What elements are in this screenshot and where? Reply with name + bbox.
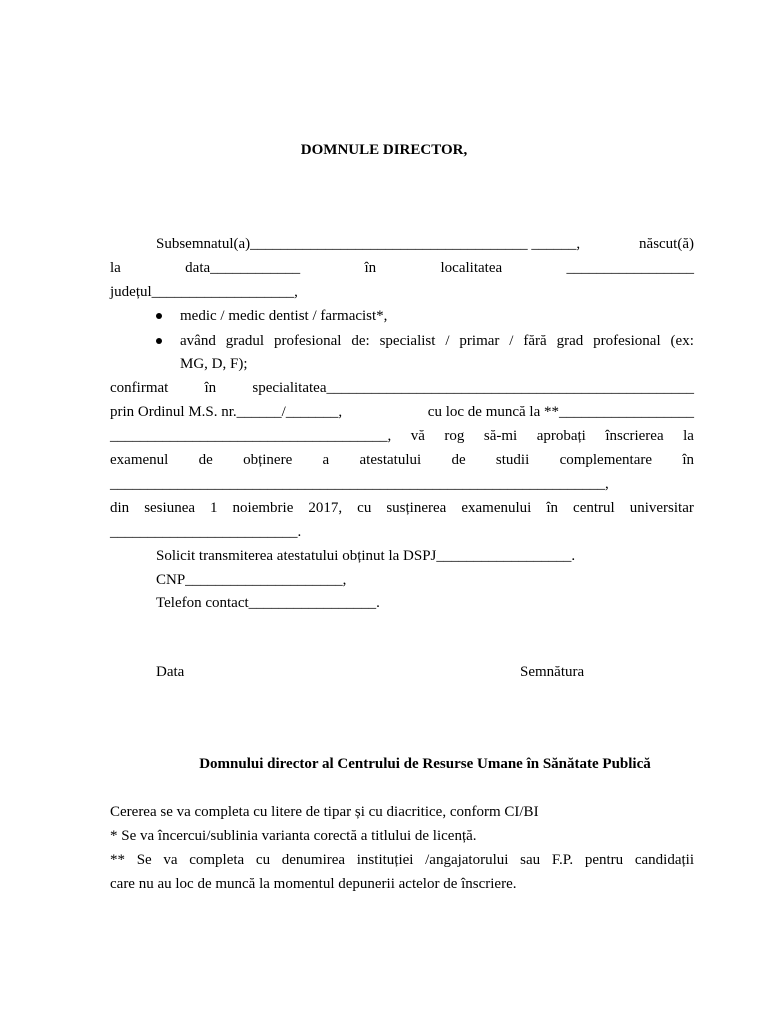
text-word: _________________ [566, 260, 694, 276]
text-word: /angajatorului [425, 852, 509, 868]
text-word: rog [444, 428, 465, 444]
form-line-transmit: Solicit transmiterea atestatului obținut la DSPJ__________________. [156, 548, 576, 564]
form-line-order [110, 402, 694, 422]
form-line-cnp: CNP_____________________, [156, 572, 347, 588]
text-word: pentru [584, 852, 624, 868]
text-word: de [451, 452, 466, 468]
form-line-request [110, 426, 694, 446]
text-word: ** [110, 852, 125, 868]
text-word: instituției [356, 852, 414, 868]
note-2: * Se va încercui/sublinia varianta corectă a titlului de licență. [110, 828, 477, 844]
text-word: localitatea [440, 260, 503, 276]
text-word: confirmat [110, 380, 169, 396]
text-word: profesional [273, 333, 342, 349]
bullet-icon [156, 313, 162, 319]
form-line-phone: Telefon contact_________________. [156, 595, 380, 611]
text-word: centrul [573, 500, 615, 516]
text-word: denumirea [281, 852, 346, 868]
text-word: de [198, 452, 213, 468]
text-word: aprobați [536, 428, 586, 444]
text-word: (ex: [670, 333, 694, 349]
form-line-center: _________________________. [110, 524, 302, 540]
text-word: în [682, 452, 694, 468]
form-line-grade-cont: MG, D, F); [180, 356, 248, 372]
text-word: născut(ă) [639, 236, 694, 252]
text-word: din [110, 500, 130, 516]
form-line-specialty [110, 378, 694, 398]
text-word: cu [255, 852, 271, 868]
form-line-grade [180, 331, 694, 351]
text-word: va [163, 852, 178, 868]
text-word: completa [189, 852, 245, 868]
text-word: candidații [634, 852, 694, 868]
text-word: _____________________________________, [110, 428, 392, 444]
text-word: în [204, 380, 217, 396]
signature-label: Semnătura [520, 664, 585, 680]
text-word: vă [410, 428, 425, 444]
text-word: înscrierea [605, 428, 664, 444]
text-word: / [445, 333, 450, 349]
text-word: 2017, [308, 500, 343, 516]
text-word: la [110, 260, 121, 276]
text-word: specialitatea_________________________________________________ [252, 380, 694, 396]
text-word: studii [495, 452, 530, 468]
text-word: în [364, 260, 377, 276]
text-word: la [683, 428, 694, 444]
text-word: primar [459, 333, 500, 349]
text-word: fără [523, 333, 547, 349]
text-word: specialist [379, 333, 436, 349]
text-word: examenul [110, 452, 169, 468]
text-word: de: [351, 333, 370, 349]
recipient-heading: Domnului director al Centrului de Resurse Umane în Sănătate Publică [199, 756, 651, 772]
form-line-county: județul___________________, [110, 284, 298, 300]
note-3-cont: care nu au loc de muncă la momentul depunerii actelor de înscriere. [110, 876, 517, 892]
form-line-exam [110, 450, 694, 470]
text-word: a [322, 452, 330, 468]
form-line-session [110, 498, 694, 518]
text-word: să-mi [483, 428, 518, 444]
bullet-icon [156, 338, 162, 344]
form-line-birth [110, 258, 694, 278]
text-word: Se [136, 852, 152, 868]
text-word: având [180, 333, 216, 349]
page-title: DOMNULE DIRECTOR, [300, 142, 468, 158]
text-word: grad [556, 333, 584, 349]
text-word: prin Ordinul M.S. nr.______/_______, [110, 404, 343, 420]
text-word: Subsemnatul(a)_____________________________________ ______, [156, 236, 581, 252]
text-word: obținere [243, 452, 293, 468]
note-3 [110, 850, 694, 870]
date-label: Data [156, 664, 185, 680]
text-word: atestatului [359, 452, 422, 468]
text-word: noiembrie [232, 500, 294, 516]
text-word: 1 [210, 500, 218, 516]
text-word: profesional [593, 333, 661, 349]
text-word: complementare [559, 452, 653, 468]
text-word: cu [357, 500, 372, 516]
form-line-profession: medic / medic dentist / farmacist*, [180, 308, 388, 324]
text-word: / [509, 333, 514, 349]
text-word: universitar [629, 500, 694, 516]
text-word: sau [520, 852, 541, 868]
text-word: F.P. [551, 852, 574, 868]
text-word: examenului [461, 500, 532, 516]
note-1: Cererea se va completa cu litere de tipar și cu diacritice, conform CI/BI [110, 804, 539, 820]
text-word: în [546, 500, 559, 516]
text-word: gradul [225, 333, 265, 349]
text-word: data____________ [185, 260, 301, 276]
text-word: cu loc de muncă la **__________________ [427, 404, 694, 420]
form-line-name [156, 234, 694, 254]
form-line-blank: __________________________________________________________________, [110, 476, 609, 492]
text-word: susținerea [386, 500, 447, 516]
text-word: sesiunea [144, 500, 196, 516]
